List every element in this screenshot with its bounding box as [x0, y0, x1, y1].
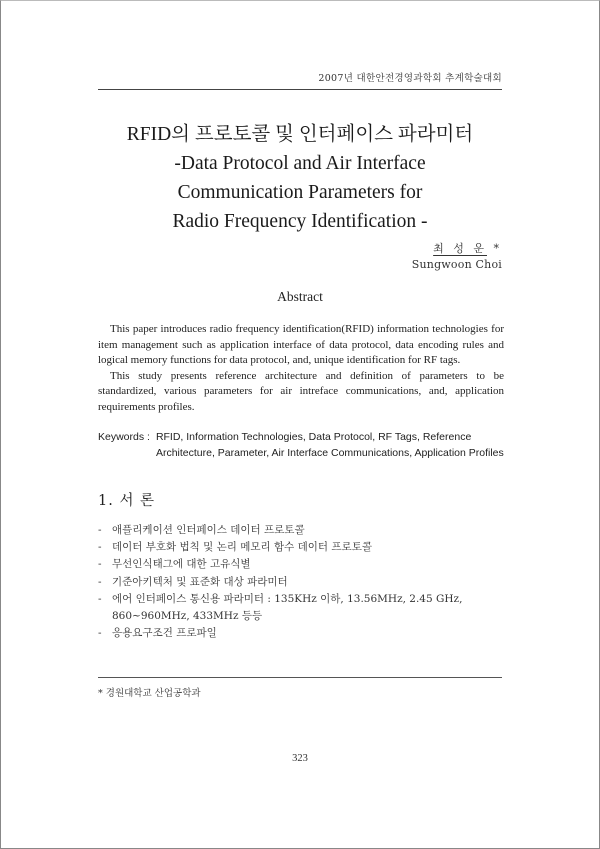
title-line-4: Radio Frequency Identification -: [172, 211, 428, 232]
bullet-marker: -: [98, 592, 102, 605]
footnote: * 경원대학교 산업공학과: [98, 688, 201, 699]
list-item-text: 응용요구조건 프로파일: [112, 627, 217, 640]
list-item: [98, 539, 512, 556]
bullet-marker: -: [98, 575, 102, 588]
keywords: [98, 430, 508, 461]
intro-bullet-list: [98, 522, 512, 642]
keywords-list: RFID, Information Technologies, Data Protocol, RF Tags, Reference Architecture, Parameter, Air Interface Communications, Application Profiles: [155, 431, 504, 459]
author-name-ko: 최 성 운: [433, 242, 487, 255]
paper-title: [98, 120, 502, 236]
bullet-marker: -: [98, 541, 102, 554]
list-item: [98, 591, 512, 625]
abstract-paragraph: This study presents reference architecture and definition of parameters to be standardized, various parameters for air intreface communications, and, application requirements profiles.: [98, 369, 504, 413]
abstract-heading: Abstract: [277, 289, 323, 304]
list-item-text: 무선인식태그에 대한 고유식별: [112, 558, 251, 571]
page-number: 323: [292, 753, 308, 764]
author-affiliation-mark: *: [493, 242, 502, 255]
list-item-text: 애플리케이션 인터페이스 데이터 프로토콜: [112, 524, 305, 536]
abstract-paragraph: This paper introduces radio frequency identification(RFID) information technologies for item management such as application interface of data protocol, data encoding rules and logical memory functions for data protocol, and, unique identification for RF tags.: [98, 323, 504, 367]
list-item: [98, 574, 512, 591]
title-line-1: RFID의 프로토콜 및 인터페이스 파라미터: [126, 124, 474, 145]
footnote-rule: [98, 677, 502, 678]
author-korean: [433, 240, 502, 256]
header-rule: [98, 89, 502, 90]
conference-header: 2007년 대한안전경영과학회 추계학술대회: [318, 73, 502, 84]
list-item-text: 에어 인터페이스 통신용 파라미터 : 135KHz 이하, 13.56MHz, 2.45 GHz, 860∼960MHz, 433MHz 등등: [112, 592, 463, 623]
title-line-3: Communication Parameters for: [177, 182, 423, 203]
keywords-label: Keywords :: [98, 431, 150, 443]
section-heading: 1. 서 론: [98, 493, 156, 509]
list-item: [98, 522, 512, 539]
bullet-marker: -: [98, 558, 102, 571]
abstract-body: [98, 322, 504, 416]
title-line-2: -Data Protocol and Air Interface: [174, 153, 426, 174]
list-item-text: 기준아키텍처 및 표준화 대상 파라미터: [112, 575, 288, 588]
author-name-en: Sungwoon Choi: [411, 258, 502, 271]
bullet-marker: -: [98, 627, 102, 640]
bullet-marker: -: [98, 524, 102, 536]
list-item: [98, 556, 512, 573]
list-item-text: 데이터 부호화 법칙 및 논리 메모리 함수 데이터 프로토콜: [112, 541, 372, 554]
list-item: [98, 625, 512, 642]
